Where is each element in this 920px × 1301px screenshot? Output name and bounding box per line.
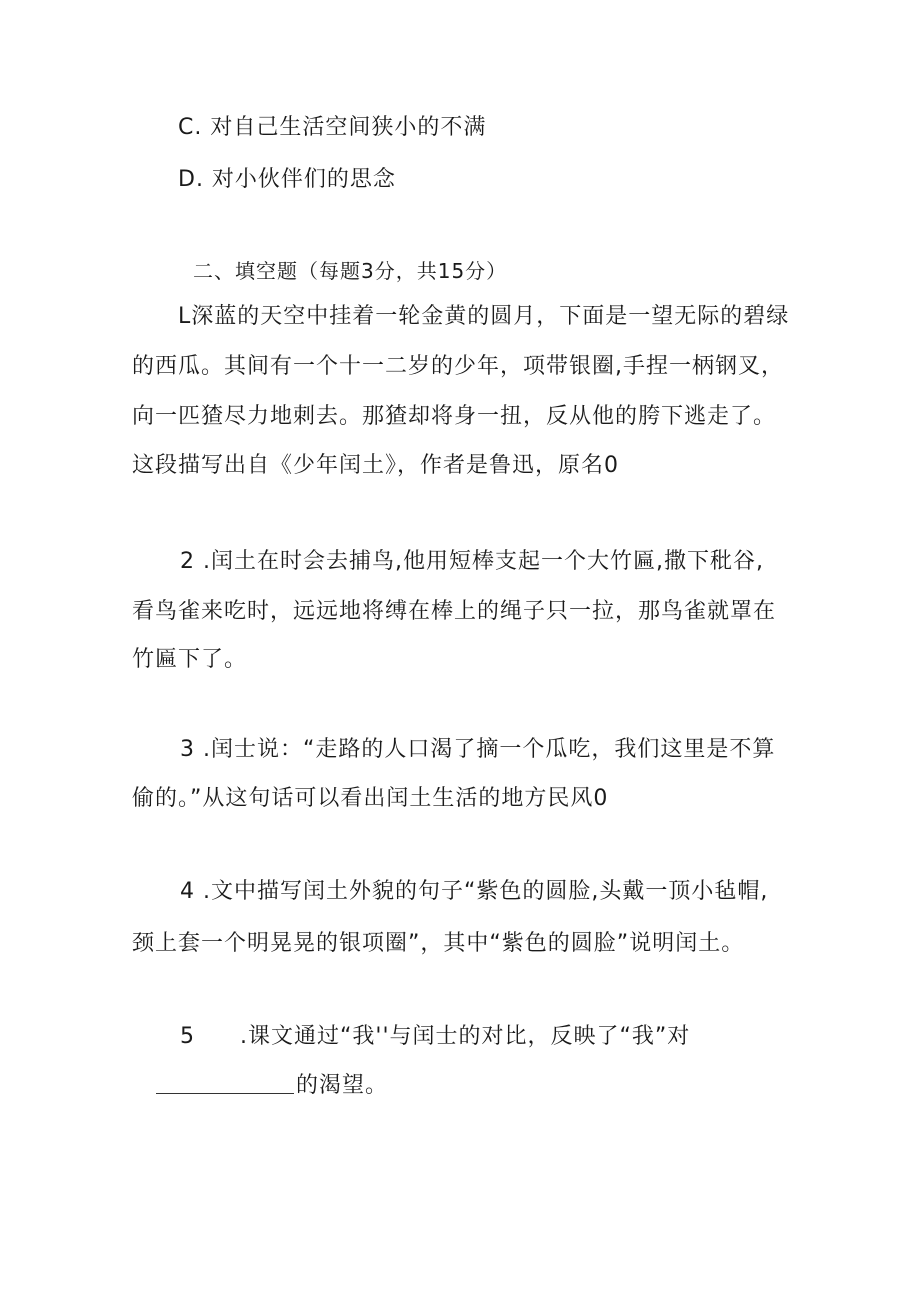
question-1-line-1: L深蓝的天空中挂着一轮金黄的圆月，下面是一望无际的碧绿 — [178, 304, 790, 329]
question-5-number: 5 — [180, 1024, 195, 1049]
option-d: D. 对小伙伴们的思念 — [178, 167, 396, 192]
question-1-line-3: 向一匹猹尽力地刺去。那猹却将身一扭，反从他的胯下逃走了。 — [132, 404, 777, 429]
question-2-line-2: 看鸟雀来吃时，远远地将缚在棒上的绳子只一拉，那鸟雀就罩在 — [132, 599, 777, 624]
option-c: C. 对自己生活空间狭小的不满 — [178, 115, 487, 140]
answer-blank — [156, 1093, 294, 1094]
question-5-line-1: .课文通过“我''与闰士的对比，反映了“我”对 — [240, 1024, 691, 1049]
question-3-line-2: 偷的。”从这句话可以看出闰土生活的地方民风0 — [132, 786, 609, 811]
question-4-line-2: 颈上套一个明晃晃的银项圈”，其中“紫色的圆脸”说明闰土。 — [132, 931, 745, 956]
question-5-line-2: 的渴望。 — [296, 1073, 389, 1098]
question-2-line-3: 竹匾下了。 — [132, 647, 248, 672]
question-2-line-1: 2 .闰土在时会去捕鸟,他用短棒支起一个大竹匾,撒下秕谷, — [180, 549, 764, 574]
question-1-line-2: 的西瓜。其间有一个十一二岁的少年，项带银圈,手捏一柄钢叉， — [132, 354, 784, 379]
question-1-line-4: 这段描写出自《少年闰土》，作者是鲁迅，原名0 — [132, 453, 619, 478]
question-3-line-1: 3 .闰士说：“走路的人口渴了摘一个瓜吃，我们这里是不算 — [180, 737, 776, 762]
question-4-line-1: 4 .文中描写闰土外貌的句子“紫色的圆脸,头戴一顶小毡帽, — [180, 879, 769, 904]
section-heading: 二、填空题（每题3分，共15分） — [193, 259, 508, 283]
